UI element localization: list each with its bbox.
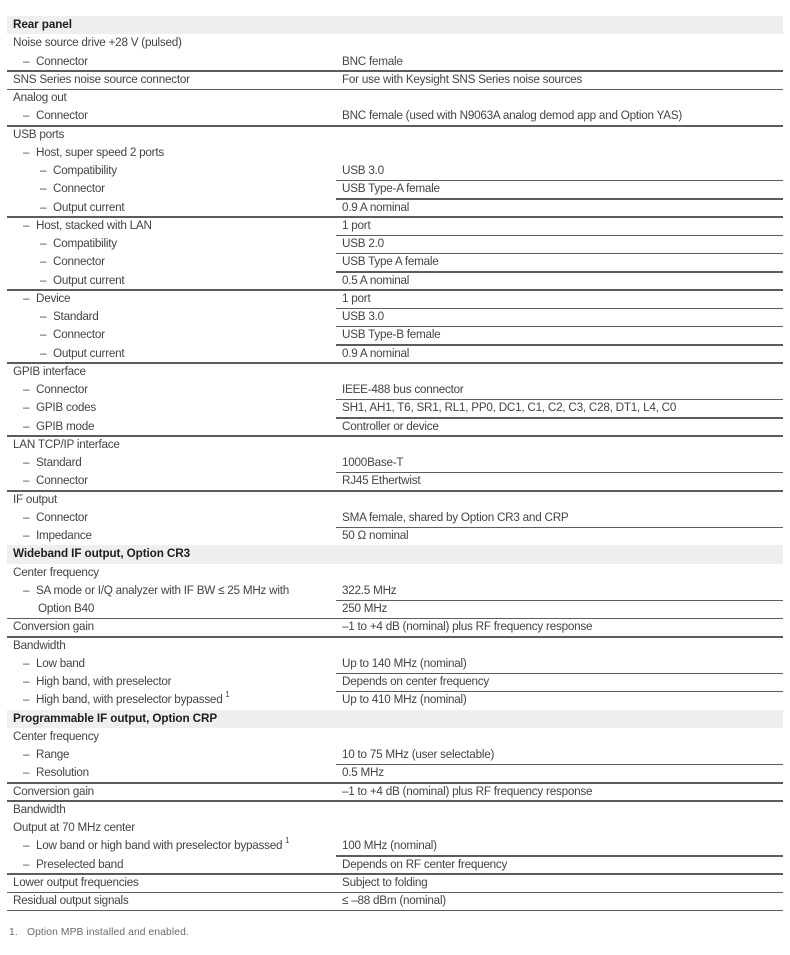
spec-value: Up to 140 MHz (nominal) <box>342 655 467 670</box>
spec-label-text: Output current <box>52 199 125 214</box>
spec-label <box>23 857 123 871</box>
spec-value: 250 MHz <box>342 601 388 615</box>
spec-value: Subject to folding <box>342 874 428 889</box>
dash-bullet-icon: – <box>40 181 47 196</box>
spec-label <box>40 346 124 360</box>
spec-row <box>7 144 783 162</box>
spec-row <box>7 436 783 454</box>
dash-bullet-icon: – <box>23 144 30 159</box>
spec-row <box>7 801 783 819</box>
spec-label <box>38 601 94 615</box>
dash-bullet-icon: – <box>23 528 30 542</box>
spec-row <box>7 819 783 837</box>
spec-row <box>7 34 783 52</box>
spec-label <box>13 820 135 834</box>
spec-label <box>40 309 99 323</box>
spec-value: SMA female, shared by Option CR3 and CRP <box>342 509 569 524</box>
spec-row <box>7 308 783 326</box>
spec-label <box>23 218 152 232</box>
section-title: Wideband IF output, Option CR3 <box>13 546 191 561</box>
spec-row <box>7 837 783 855</box>
dash-bullet-icon: – <box>23 856 30 871</box>
spec-label <box>23 528 92 542</box>
spec-value: 322.5 MHz <box>342 582 397 597</box>
spec-label <box>13 364 86 378</box>
dash-bullet-icon: – <box>40 254 47 269</box>
spec-label-text: Range <box>35 747 70 761</box>
spec-label-text: Residual output signals <box>13 893 129 907</box>
spec-label-text: GPIB codes <box>35 400 97 415</box>
spec-label <box>13 802 65 816</box>
spec-value: For use with Keysight SNS Series noise sources <box>342 71 582 86</box>
spec-label <box>13 127 64 141</box>
dash-bullet-icon: – <box>23 382 30 396</box>
spec-label <box>40 200 124 214</box>
spec-label <box>23 419 94 433</box>
spec-row <box>7 491 783 509</box>
dash-bullet-icon: – <box>23 53 30 68</box>
spec-label <box>40 181 105 195</box>
spec-label <box>13 619 94 633</box>
spec-value: USB Type-A female <box>342 181 440 196</box>
spec-value: USB 3.0 <box>342 309 384 323</box>
spec-row <box>7 107 783 125</box>
dash-bullet-icon: – <box>23 747 30 761</box>
spec-row <box>7 892 783 910</box>
spec-table <box>7 16 783 910</box>
spec-row <box>7 454 783 472</box>
spec-row <box>7 162 783 180</box>
spec-label <box>13 437 120 451</box>
spec-label <box>23 838 289 852</box>
spec-label-text: Low band <box>35 655 85 670</box>
spec-label-text: High band, with preselector <box>35 674 172 688</box>
spec-label-text: Lower output frequencies <box>13 874 139 889</box>
spec-row <box>7 764 783 782</box>
dash-bullet-icon: – <box>23 655 30 670</box>
spec-value: 1000Base-T <box>342 455 404 469</box>
spec-row <box>7 53 783 71</box>
spec-label-text: Connector <box>35 382 88 396</box>
dash-bullet-icon: – <box>40 345 47 360</box>
spec-value: 50 Ω nominal <box>342 528 409 542</box>
spec-label <box>23 145 164 159</box>
dash-bullet-icon: – <box>23 473 30 488</box>
spec-label-text: GPIB mode <box>35 418 95 433</box>
spec-label <box>13 729 99 743</box>
spec-label <box>23 583 289 597</box>
spec-row <box>7 783 783 801</box>
spec-label <box>23 765 89 779</box>
footnote-ref: 1 <box>285 836 290 846</box>
spec-label <box>13 638 65 652</box>
spec-value: ≤ –88 dBm (nominal) <box>342 893 446 907</box>
footnote-ref: 1 <box>225 690 230 700</box>
spec-label <box>23 54 88 68</box>
spec-value: USB Type A female <box>342 254 439 269</box>
spec-label <box>23 455 82 469</box>
spec-row <box>7 655 783 673</box>
spec-label-text: Device <box>35 290 71 305</box>
spec-value: 1 port <box>342 217 371 232</box>
spec-label <box>40 236 117 250</box>
spec-label <box>13 565 99 579</box>
spec-value: USB 3.0 <box>342 163 384 177</box>
spec-label-text: Output current <box>52 272 125 287</box>
spec-label-text: Connector <box>52 181 105 196</box>
spec-label <box>13 893 128 907</box>
dash-bullet-icon: – <box>23 418 30 433</box>
spec-label <box>13 784 94 798</box>
spec-label-text: Conversion gain <box>13 619 94 634</box>
spec-row <box>7 399 783 417</box>
spec-label-text: Output at 70 MHz center <box>13 820 135 834</box>
dash-bullet-icon: – <box>23 455 30 469</box>
spec-row <box>7 600 783 618</box>
spec-value: RJ45 Ethertwist <box>342 473 421 488</box>
spec-label-text: Connector <box>35 53 88 68</box>
spec-label-text: LAN TCP/IP interface <box>13 436 120 451</box>
spec-value: BNC female (used with N9063A analog demod app and Option YAS) <box>342 108 683 123</box>
spec-label <box>23 674 171 688</box>
spec-row <box>7 235 783 253</box>
section-header <box>7 710 783 728</box>
spec-label-text: Center frequency <box>13 564 99 579</box>
spec-label-text: Analog out <box>13 90 67 104</box>
spec-label-text: Resolution <box>35 765 89 780</box>
spec-label-text: Standard <box>52 309 99 323</box>
spec-label-text: High band, with preselector bypassed <box>35 692 223 707</box>
spec-label-text: Bandwidth <box>13 801 66 816</box>
spec-label-text: Option B40 <box>38 601 95 615</box>
spec-value: USB Type-B female <box>342 327 441 342</box>
dash-bullet-icon: – <box>23 838 30 853</box>
spec-row <box>7 217 783 235</box>
spec-row <box>7 746 783 764</box>
spec-label-text: Bandwidth <box>13 637 66 652</box>
spec-row <box>7 637 783 655</box>
spec-row <box>7 673 783 691</box>
dash-bullet-icon: – <box>23 582 30 597</box>
spec-label-text: SNS Series noise source connector <box>13 71 190 86</box>
spec-value: IEEE-488 bus connector <box>342 382 464 396</box>
spec-label <box>23 747 69 761</box>
spec-value: USB 2.0 <box>342 236 384 250</box>
spec-label <box>13 492 57 506</box>
spec-value: Controller or device <box>342 418 439 433</box>
spec-label-text: SA mode or I/Q analyzer with IF BW ≤ 25 MHz with <box>35 582 290 597</box>
footnote-text: Option MPB installed and enabled. <box>27 927 189 938</box>
spec-row <box>7 618 783 636</box>
spec-label-text: GPIB interface <box>13 363 86 378</box>
spec-label <box>40 163 117 177</box>
spec-value: 0.5 MHz <box>342 765 384 780</box>
spec-row <box>7 345 783 363</box>
spec-value: 0.5 A nominal <box>342 272 410 287</box>
dash-bullet-icon: – <box>23 765 30 780</box>
spec-label <box>13 72 190 86</box>
spec-row <box>7 582 783 600</box>
section-title: Rear panel <box>13 17 72 31</box>
spec-label-text: Impedance <box>35 528 92 542</box>
spec-row <box>7 272 783 290</box>
spec-row <box>7 856 783 874</box>
dash-bullet-icon: – <box>23 692 30 707</box>
spec-value: –1 to +4 dB (nominal) plus RF frequency response <box>342 619 593 634</box>
spec-label-text: Center frequency <box>13 728 99 743</box>
spec-value: Depends on RF center frequency <box>342 856 508 871</box>
spec-value: –1 to +4 dB (nominal) plus RF frequency response <box>342 783 593 798</box>
spec-label <box>40 327 105 341</box>
spec-label-text: Connector <box>35 108 88 123</box>
spec-row <box>7 527 783 545</box>
spec-label-text: IF output <box>13 491 58 506</box>
spec-label-text: Preselected band <box>35 856 124 871</box>
spec-row <box>7 509 783 527</box>
dash-bullet-icon: – <box>40 199 47 214</box>
footnote-number: 1. <box>9 927 18 938</box>
spec-label <box>13 875 139 889</box>
spec-label-text: Connector <box>52 254 105 269</box>
spec-label <box>40 273 124 287</box>
dash-bullet-icon: – <box>40 163 47 177</box>
spec-label <box>23 291 70 305</box>
dash-bullet-icon: – <box>40 236 47 250</box>
spec-row <box>7 418 783 436</box>
spec-label-text: Connector <box>35 509 88 524</box>
spec-row <box>7 89 783 107</box>
spec-label <box>23 400 96 414</box>
spec-label-text: Host, stacked with LAN <box>35 217 152 232</box>
spec-label-text: Host, super speed 2 ports <box>35 144 164 159</box>
section-header <box>7 16 783 34</box>
spec-row <box>7 728 783 746</box>
spec-label <box>13 35 182 49</box>
spec-row <box>7 363 783 381</box>
dash-bullet-icon: – <box>40 327 47 342</box>
spec-row <box>7 71 783 89</box>
dash-bullet-icon: – <box>23 108 30 123</box>
spec-label <box>23 108 88 122</box>
dash-bullet-icon: – <box>23 290 30 305</box>
spec-label-text: Compatibility <box>52 236 117 250</box>
spec-value: 1 port <box>342 290 371 305</box>
spec-label-text: Conversion gain <box>13 783 94 798</box>
spec-label <box>23 473 88 487</box>
spec-row <box>7 180 783 198</box>
spec-label-text: Noise source drive +28 V (pulsed) <box>13 35 182 50</box>
footnote <box>9 927 189 938</box>
spec-label <box>23 382 88 396</box>
spec-label <box>23 692 229 706</box>
spec-value: 10 to 75 MHz (user selectable) <box>342 747 495 761</box>
spec-label-text: Compatibility <box>52 163 117 177</box>
spec-value: SH1, AH1, T6, SR1, RL1, PP0, DC1, C1, C2, C3, C28, DT1, L4, C0 <box>342 400 677 415</box>
spec-row <box>7 381 783 399</box>
spec-value: 0.9 A nominal <box>342 199 410 214</box>
spec-row <box>7 253 783 271</box>
spec-value: BNC female <box>342 53 403 68</box>
dash-bullet-icon: – <box>23 509 30 524</box>
dash-bullet-icon: – <box>23 674 30 688</box>
spec-value: 100 MHz (nominal) <box>342 838 437 853</box>
spec-label <box>13 90 67 104</box>
spec-label-text: Standard <box>35 455 82 469</box>
spec-label-text: Connector <box>35 473 88 488</box>
spec-label <box>40 254 105 268</box>
spec-label-text: Output current <box>52 345 125 360</box>
dash-bullet-icon: – <box>40 309 47 323</box>
spec-row <box>7 874 783 892</box>
dash-bullet-icon: – <box>23 400 30 415</box>
spec-row <box>7 290 783 308</box>
spec-row <box>7 199 783 217</box>
dash-bullet-icon: – <box>40 272 47 287</box>
spec-row <box>7 326 783 344</box>
spec-row <box>7 564 783 582</box>
spec-label-text: USB ports <box>13 126 65 141</box>
spec-value: Depends on center frequency <box>342 674 490 688</box>
section-header <box>7 545 783 563</box>
spec-value: 0.9 A nominal <box>342 345 410 360</box>
spec-row <box>7 472 783 490</box>
section-title: Programmable IF output, Option CRP <box>13 710 218 725</box>
spec-label-text: Low band or high band with preselector bypassed <box>35 838 283 853</box>
spec-row <box>7 126 783 144</box>
spec-value: Up to 410 MHz (nominal) <box>342 692 467 707</box>
spec-row <box>7 691 783 709</box>
spec-label <box>23 656 85 670</box>
spec-label <box>23 510 88 524</box>
spec-label-text: Connector <box>52 327 105 342</box>
dash-bullet-icon: – <box>23 217 30 232</box>
